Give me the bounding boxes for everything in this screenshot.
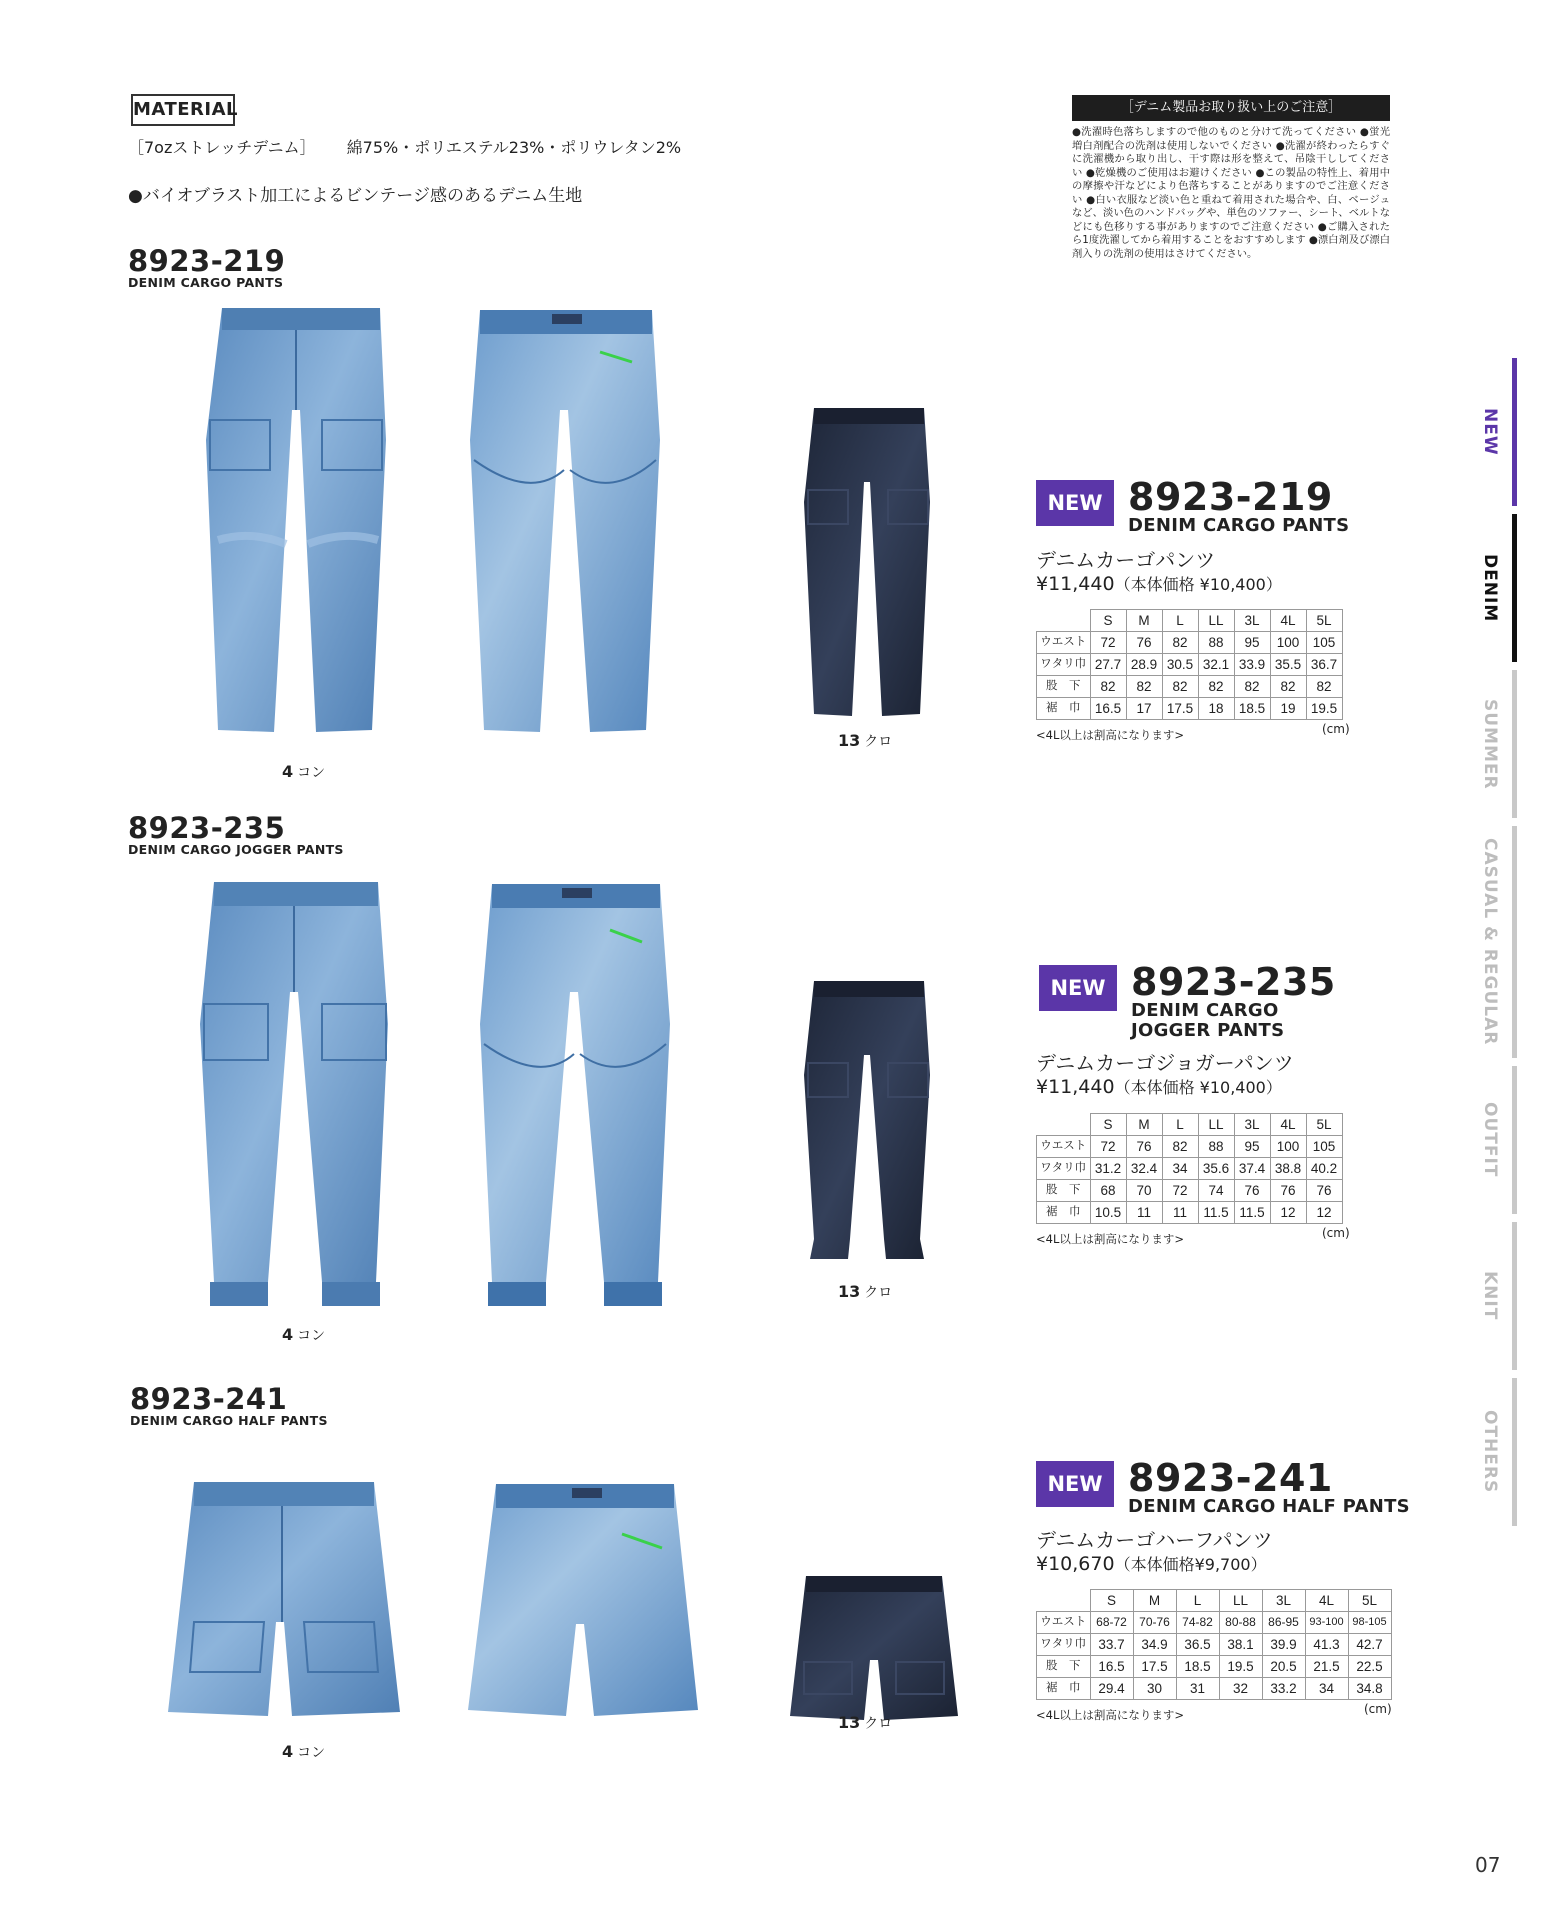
size-header: 5L xyxy=(1348,1590,1391,1612)
table-row xyxy=(1037,698,1343,720)
cell: 20.5 xyxy=(1262,1656,1305,1678)
info-code: 8923-219 xyxy=(1128,475,1333,519)
new-badge: NEW xyxy=(1036,1461,1114,1507)
fabric-label: ［7ozストレッチデニム］ xyxy=(128,138,316,157)
info-name-line1: DENIM CARGO xyxy=(1131,1000,1279,1021)
base-price: （本体価格¥9,700） xyxy=(1114,1555,1267,1574)
size-unit: (cm) xyxy=(1322,722,1350,736)
size-header: LL xyxy=(1198,610,1234,632)
cell: 74-82 xyxy=(1176,1612,1219,1634)
product-code: 8923-219 xyxy=(128,244,286,278)
row-label: 裾 巾 xyxy=(1037,1202,1091,1224)
cell: 21.5 xyxy=(1305,1656,1348,1678)
size-header: M xyxy=(1126,610,1162,632)
size-note: <4L以上は割高になります> xyxy=(1036,728,1184,742)
size-note: <4L以上は割高になります> xyxy=(1036,1232,1184,1246)
info-header-8923-241 xyxy=(1128,1456,1410,1517)
table-row xyxy=(1037,1202,1343,1224)
shorts-front-image-light xyxy=(164,1472,404,1722)
material-feature: ●バイオブラスト加工によるビンテージ感のあるデニム生地 xyxy=(128,186,583,206)
cell: 95 xyxy=(1234,1136,1270,1158)
product-name: DENIM CARGO JOGGER PANTS xyxy=(128,842,344,857)
cell: 29.4 xyxy=(1090,1678,1133,1700)
price: ¥11,440 xyxy=(1036,573,1115,595)
cell: 18.5 xyxy=(1176,1656,1219,1678)
table-row xyxy=(1037,632,1343,654)
size-header: 5L xyxy=(1306,610,1342,632)
color-number: 4 xyxy=(282,762,294,781)
cell: 76 xyxy=(1234,1180,1270,1202)
cell: 68-72 xyxy=(1090,1612,1133,1634)
cell: 33.2 xyxy=(1262,1678,1305,1700)
size-header: LL xyxy=(1219,1590,1262,1612)
cell: 17 xyxy=(1126,698,1162,720)
cell: 32 xyxy=(1219,1678,1262,1700)
size-corner xyxy=(1037,1590,1091,1612)
color-number: 13 xyxy=(838,1713,861,1732)
material-badge: MATERIAL xyxy=(131,94,235,126)
cell: 28.9 xyxy=(1126,654,1162,676)
cell: 88 xyxy=(1198,1136,1234,1158)
cell: 72 xyxy=(1162,1180,1198,1202)
side-tab-casual-regular[interactable] xyxy=(1468,826,1517,1058)
cell: 27.7 xyxy=(1090,654,1126,676)
cell: 68 xyxy=(1090,1180,1126,1202)
cell: 82 xyxy=(1126,676,1162,698)
product-name: DENIM CARGO HALF PANTS xyxy=(130,1413,328,1428)
side-tab-label: OUTFIT xyxy=(1480,1102,1500,1178)
info-name: DENIM CARGO HALF PANTS xyxy=(1128,1496,1410,1517)
jogger-back-image-light xyxy=(470,874,680,1314)
size-corner xyxy=(1037,1114,1091,1136)
side-tab-label: SUMMER xyxy=(1480,698,1500,790)
new-badge: NEW xyxy=(1039,965,1117,1011)
product-price xyxy=(1036,1552,1267,1575)
cell: 18 xyxy=(1198,698,1234,720)
row-label: ウエスト xyxy=(1037,1612,1091,1634)
cell: 82 xyxy=(1234,676,1270,698)
color-name: クロ xyxy=(864,1285,893,1301)
color-label-13 xyxy=(838,731,892,751)
row-label: ウエスト xyxy=(1037,632,1091,654)
size-unit: (cm) xyxy=(1322,1226,1350,1240)
new-badge: NEW xyxy=(1036,480,1114,526)
size-header: M xyxy=(1133,1590,1176,1612)
size-table xyxy=(1036,1113,1343,1224)
product-name: DENIM CARGO PANTS xyxy=(128,275,284,290)
cell: 80-88 xyxy=(1219,1612,1262,1634)
color-label-4 xyxy=(282,1325,325,1345)
page-number: 07 xyxy=(1475,1853,1501,1877)
side-tab-label: CASUAL & REGULAR xyxy=(1480,838,1500,1046)
cell: 12 xyxy=(1270,1202,1306,1224)
pants-image-dark xyxy=(798,402,938,720)
cell: 82 xyxy=(1198,676,1234,698)
cell: 35.6 xyxy=(1198,1158,1234,1180)
cell: 86-95 xyxy=(1262,1612,1305,1634)
size-table xyxy=(1036,609,1343,720)
cell: 74 xyxy=(1198,1180,1234,1202)
cell: 105 xyxy=(1306,1136,1342,1158)
cell: 31.2 xyxy=(1090,1158,1126,1180)
care-notice-box xyxy=(1072,95,1390,261)
info-header-8923-219 xyxy=(1128,475,1350,536)
cell: 17.5 xyxy=(1133,1656,1176,1678)
price: ¥10,670 xyxy=(1036,1553,1115,1575)
base-price: （本体価格 ¥10,400） xyxy=(1114,575,1282,594)
size-table xyxy=(1036,1589,1392,1700)
cell: 37.4 xyxy=(1234,1158,1270,1180)
table-row xyxy=(1037,1158,1343,1180)
cell: 34 xyxy=(1162,1158,1198,1180)
table-row xyxy=(1037,1612,1392,1634)
size-header: 4L xyxy=(1270,610,1306,632)
size-note: <4L以上は割高になります> xyxy=(1036,1708,1184,1722)
size-header: S xyxy=(1090,1114,1126,1136)
cell: 22.5 xyxy=(1348,1656,1391,1678)
cell: 34.9 xyxy=(1133,1634,1176,1656)
row-label: 股 下 xyxy=(1037,676,1091,698)
color-name: コン xyxy=(297,765,326,781)
side-tab-label: DENIM xyxy=(1480,553,1500,623)
color-label-13 xyxy=(838,1713,892,1733)
info-code: 8923-241 xyxy=(1128,1456,1333,1500)
size-header: L xyxy=(1162,610,1198,632)
row-label: ワタリ巾 xyxy=(1037,1158,1091,1180)
cell: 82 xyxy=(1270,676,1306,698)
cell: 33.7 xyxy=(1090,1634,1133,1656)
cell: 105 xyxy=(1306,632,1342,654)
cell: 98-105 xyxy=(1348,1612,1391,1634)
product-header-8923-235 xyxy=(128,813,344,857)
product-price xyxy=(1036,1075,1282,1098)
jogger-image-dark xyxy=(798,975,938,1265)
size-corner xyxy=(1037,610,1091,632)
shorts-image-dark xyxy=(786,1570,962,1722)
side-tab-label: NEW xyxy=(1480,408,1500,456)
cell: 30 xyxy=(1133,1678,1176,1700)
color-name: コン xyxy=(297,1745,326,1761)
cell: 40.2 xyxy=(1306,1158,1342,1180)
cell: 38.1 xyxy=(1219,1634,1262,1656)
color-name: コン xyxy=(297,1328,326,1344)
table-row xyxy=(1037,1136,1343,1158)
jogger-front-image-light xyxy=(190,874,400,1314)
color-name: クロ xyxy=(864,1716,893,1732)
cell: 82 xyxy=(1090,676,1126,698)
info-header-8923-235 xyxy=(1131,960,1336,1041)
row-label: ウエスト xyxy=(1037,1136,1091,1158)
cell: 41.3 xyxy=(1305,1634,1348,1656)
cell: 16.5 xyxy=(1090,698,1126,720)
cell: 82 xyxy=(1162,676,1198,698)
side-tab-knit[interactable] xyxy=(1468,1222,1517,1370)
size-header: S xyxy=(1090,610,1126,632)
side-tab-label: OTHERS xyxy=(1480,1410,1500,1494)
table-row xyxy=(1037,1678,1392,1700)
size-header: M xyxy=(1126,1114,1162,1136)
row-label: 裾 巾 xyxy=(1037,698,1091,720)
cell: 10.5 xyxy=(1090,1202,1126,1224)
cell: 42.7 xyxy=(1348,1634,1391,1656)
side-tab-label: KNIT xyxy=(1480,1271,1500,1321)
side-tab-denim[interactable] xyxy=(1468,514,1517,662)
cell: 82 xyxy=(1306,676,1342,698)
cell: 88 xyxy=(1198,632,1234,654)
product-header-8923-241 xyxy=(130,1384,328,1428)
size-header: L xyxy=(1162,1114,1198,1136)
row-label: ワタリ巾 xyxy=(1037,1634,1091,1656)
size-header: 3L xyxy=(1234,1114,1270,1136)
care-notice-text: ●洗濯時色落ちしますので他のものと分けて洗ってください ●蛍光増白剤配合の洗剤は使用しないでください ●洗濯が終わったらすぐに洗濯機から取り出し、干す際は形を整えて、吊陰干ししてください ●乾燥機のご使用はお避けください ●この製品の特性上、着用中の摩擦や汗などにより色落ちすることがありますのでご注意ください ●白い衣服など淡い色と重ねて着用された場合や、白、ベージュなど、淡い色のハンドバッグや、単色のソファー、シート、ベルトなどにも色移りする事がありますのでご注意ください ●ご購入されたら1度洗濯してから着用することをおすすめします ●漂白剤及び漂白剤入りの洗剤の使用はさけてください。 xyxy=(1072,126,1390,260)
cell: 100 xyxy=(1270,1136,1306,1158)
product-jp-name: デニムカーゴハーフパンツ xyxy=(1036,1528,1273,1552)
cell: 72 xyxy=(1090,1136,1126,1158)
table-row xyxy=(1037,1634,1392,1656)
cell: 19 xyxy=(1270,698,1306,720)
cell: 82 xyxy=(1162,1136,1198,1158)
size-unit: (cm) xyxy=(1364,1702,1392,1716)
info-name: DENIM CARGO PANTS xyxy=(1128,515,1350,536)
size-header: LL xyxy=(1198,1114,1234,1136)
cell: 11 xyxy=(1162,1202,1198,1224)
cell: 32.1 xyxy=(1198,654,1234,676)
side-tab-new[interactable] xyxy=(1468,358,1517,506)
product-jp-name: デニムカーゴパンツ xyxy=(1036,548,1216,572)
cell: 70-76 xyxy=(1133,1612,1176,1634)
cell: 72 xyxy=(1090,632,1126,654)
cell: 100 xyxy=(1270,632,1306,654)
size-header: 3L xyxy=(1234,610,1270,632)
product-price xyxy=(1036,572,1282,595)
side-tab-others[interactable] xyxy=(1468,1378,1517,1526)
shorts-back-image-light xyxy=(462,1474,702,1724)
cell: 11 xyxy=(1126,1202,1162,1224)
table-row xyxy=(1037,1180,1343,1202)
price: ¥11,440 xyxy=(1036,1076,1115,1098)
cell: 11.5 xyxy=(1234,1202,1270,1224)
color-number: 13 xyxy=(838,1282,861,1301)
row-label: 裾 巾 xyxy=(1037,1678,1091,1700)
cell: 36.7 xyxy=(1306,654,1342,676)
color-number: 13 xyxy=(838,731,861,750)
cell: 18.5 xyxy=(1234,698,1270,720)
side-tab-summer[interactable] xyxy=(1468,670,1517,818)
size-header: L xyxy=(1176,1590,1219,1612)
row-label: 股 下 xyxy=(1037,1180,1091,1202)
info-name-line2: JOGGER PANTS xyxy=(1131,1020,1285,1041)
color-number: 4 xyxy=(282,1325,294,1344)
cell: 34.8 xyxy=(1348,1678,1391,1700)
cell: 76 xyxy=(1126,1136,1162,1158)
color-name: クロ xyxy=(864,734,893,750)
cell: 12 xyxy=(1306,1202,1342,1224)
color-label-4 xyxy=(282,1742,325,1762)
cell: 36.5 xyxy=(1176,1634,1219,1656)
cell: 38.8 xyxy=(1270,1158,1306,1180)
size-header: 4L xyxy=(1305,1590,1348,1612)
cell: 19.5 xyxy=(1219,1656,1262,1678)
base-price: （本体価格 ¥10,400） xyxy=(1114,1078,1282,1097)
care-notice-title: ［デニム製品お取り扱い上のご注意］ xyxy=(1072,95,1390,121)
cell: 76 xyxy=(1270,1180,1306,1202)
material-composition xyxy=(128,135,681,158)
size-header: S xyxy=(1090,1590,1133,1612)
size-header: 4L xyxy=(1270,1114,1306,1136)
cell: 35.5 xyxy=(1270,654,1306,676)
cell: 19.5 xyxy=(1306,698,1342,720)
table-row xyxy=(1037,1656,1392,1678)
pants-front-image-light xyxy=(196,300,396,740)
table-row xyxy=(1037,654,1343,676)
cell: 93-100 xyxy=(1305,1612,1348,1634)
cell: 76 xyxy=(1306,1180,1342,1202)
cell: 34 xyxy=(1305,1678,1348,1700)
cell: 16.5 xyxy=(1090,1656,1133,1678)
side-tab-outfit[interactable] xyxy=(1468,1066,1517,1214)
product-code: 8923-241 xyxy=(130,1382,288,1416)
size-header: 3L xyxy=(1262,1590,1305,1612)
cell: 17.5 xyxy=(1162,698,1198,720)
cell: 30.5 xyxy=(1162,654,1198,676)
cell: 32.4 xyxy=(1126,1158,1162,1180)
pants-back-image-light xyxy=(460,300,670,740)
color-label-13 xyxy=(838,1282,892,1302)
cell: 76 xyxy=(1126,632,1162,654)
row-label: ワタリ巾 xyxy=(1037,654,1091,676)
cell: 11.5 xyxy=(1198,1202,1234,1224)
cell: 33.9 xyxy=(1234,654,1270,676)
product-header-8923-219 xyxy=(128,246,285,290)
product-code: 8923-235 xyxy=(128,811,286,845)
color-number: 4 xyxy=(282,1742,294,1761)
product-jp-name: デニムカーゴジョガーパンツ xyxy=(1036,1051,1294,1075)
info-code: 8923-235 xyxy=(1131,960,1336,1004)
cell: 70 xyxy=(1126,1180,1162,1202)
cell: 82 xyxy=(1162,632,1198,654)
cell: 95 xyxy=(1234,632,1270,654)
composition-text: 綿75%・ポリエステル23%・ポリウレタン2% xyxy=(346,138,682,157)
row-label: 股 下 xyxy=(1037,1656,1091,1678)
size-header: 5L xyxy=(1306,1114,1342,1136)
table-row xyxy=(1037,676,1343,698)
cell: 39.9 xyxy=(1262,1634,1305,1656)
color-label-4 xyxy=(282,762,325,782)
cell: 31 xyxy=(1176,1678,1219,1700)
